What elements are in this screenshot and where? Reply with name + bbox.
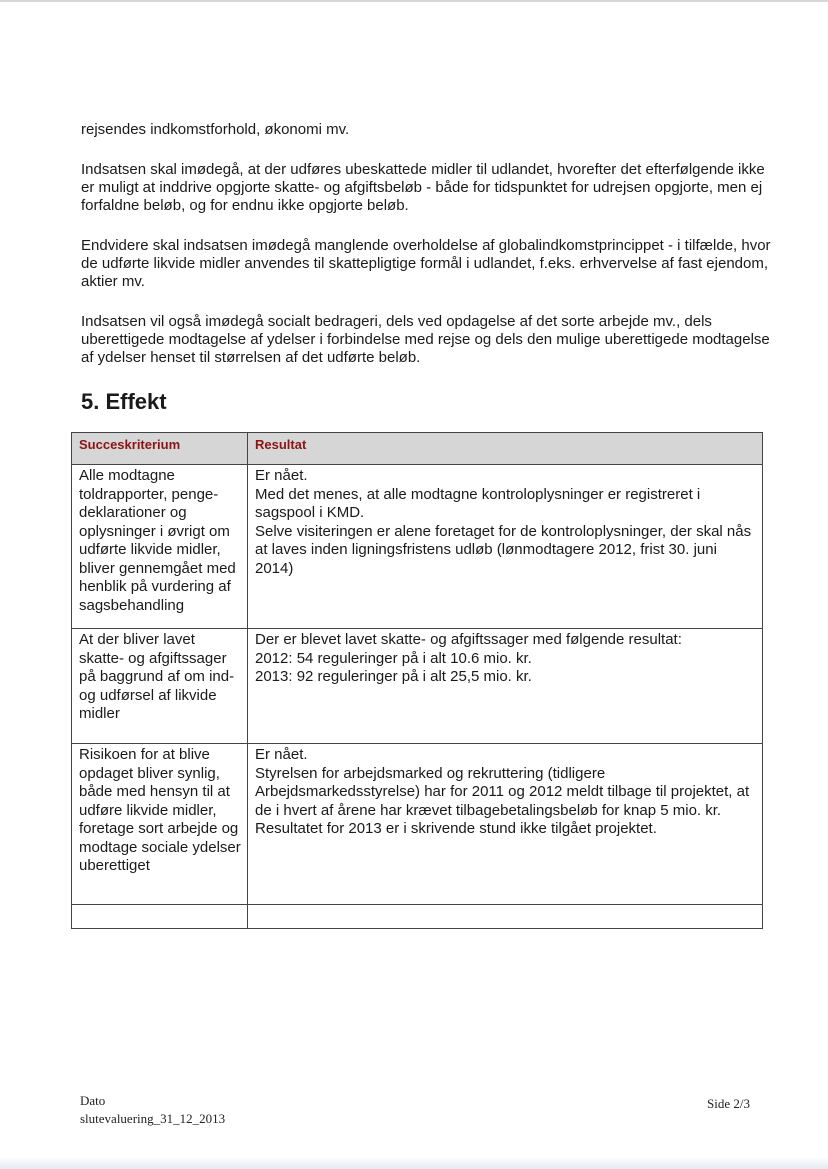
result-line: Selve visiteringen er alene foretaget for de kontroloplysninger, der skal nås at laves inden ligningsfristens udløb (lønmodtagere 2012, frist 30. juni 2014)	[255, 522, 752, 577]
table-row	[72, 744, 763, 905]
empty-cell	[248, 905, 763, 929]
table-row	[72, 465, 763, 629]
criterion-cell: Risikoen for at blive opdaget bliver synlig, både med hensyn til at udføre likvide midler, foretage sort arbejde og modtage sociale ydelser uberettiget	[72, 744, 248, 905]
header-criterion: Succeskriterium	[72, 433, 248, 465]
footer-date-label: Dato	[80, 1093, 106, 1108]
result-line: Der er blevet lavet skatte- og afgiftssager med følgende resultat:	[255, 631, 682, 648]
result-line: 2012: 54 reguleringer på i alt 10.6 mio. kr.	[255, 649, 532, 667]
empty-cell	[72, 905, 248, 929]
result-line: Med det menes, at alle modtagne kontroloplysninger er registreret i sagspool i KMD.	[255, 485, 701, 521]
section-title: 5. Effekt	[81, 389, 167, 414]
header-result: Resultat	[248, 433, 763, 465]
result-line: Styrelsen for arbejdsmarked og rekruttering (tidligere Arbejdsmarkedsstyrelse) har for 2011 og 2012 meldt tilbage til projektet, at de i hvert af årene har krævet tilbagebetalingsbeløb for knap 5 mio. kr. Resultatet for 2013 er i skrivende stund ikke tilgået projektet.	[255, 764, 750, 837]
page-bottom-edge	[0, 1157, 828, 1169]
result-line: 2013: 92 reguleringer på i alt 25,5 mio. kr.	[255, 668, 532, 685]
footer-filename: slutevaluering_31_12_2013	[80, 1111, 226, 1126]
document-body	[81, 121, 771, 425]
result-cell	[248, 629, 763, 744]
table-row	[72, 629, 763, 744]
page-top-edge	[0, 0, 828, 2]
result-cell	[248, 744, 763, 905]
paragraph-4: Indsatsen vil også imødegå socialt bedrageri, dels ved opdagelse af det sorte arbejde mv., dels uberettigede modtagelse af ydelser i forbindelse med rejse og dels den mulige uberettigede modtagelse af ydelser henset til størrelsen af det udførte beløb.	[81, 313, 770, 366]
criterion-cell: At der bliver lavet skatte- og afgiftssager på baggrund af om ind- og udførsel af likvide midler	[72, 629, 248, 744]
paragraph-3: Endvidere skal indsatsen imødegå manglende overholdelse af globalindkomstprincippet - i tilfælde, hvor de udførte likvide midler anvendes til skattepligtige formål i udlandet, f.eks. erhvervelse af fast ejendom, aktier mv.	[81, 237, 771, 290]
paragraph-2: Indsatsen skal imødegå, at der udføres ubeskattede midler til udlandet, hvorefter det efterfølgende ikke er muligt at inddrive opgjorte skatte- og afgiftsbeløb - både for tidspunktet for udrejsen opgjorte, men ej forfaldne beløb, og for endnu ikke opgjorte beløb.	[81, 161, 765, 214]
result-line: Er nået.	[255, 746, 308, 763]
table-row-empty	[72, 905, 763, 929]
criterion-cell: Alle modtagne toldrapporter, penge-deklarationer og oplysninger i øvrigt om udførte likvide midler, bliver gennemgået med henblik på vurdering af sagsbehandling	[72, 465, 248, 629]
page-number: Side 2/3	[707, 1096, 750, 1111]
result-cell	[248, 465, 763, 629]
result-line: Er nået.	[255, 467, 308, 484]
footer-left	[80, 1092, 225, 1128]
table-header-row	[72, 433, 763, 465]
effect-table	[71, 432, 763, 929]
paragraph-1: rejsendes indkomstforhold, økonomi mv.	[81, 121, 350, 138]
